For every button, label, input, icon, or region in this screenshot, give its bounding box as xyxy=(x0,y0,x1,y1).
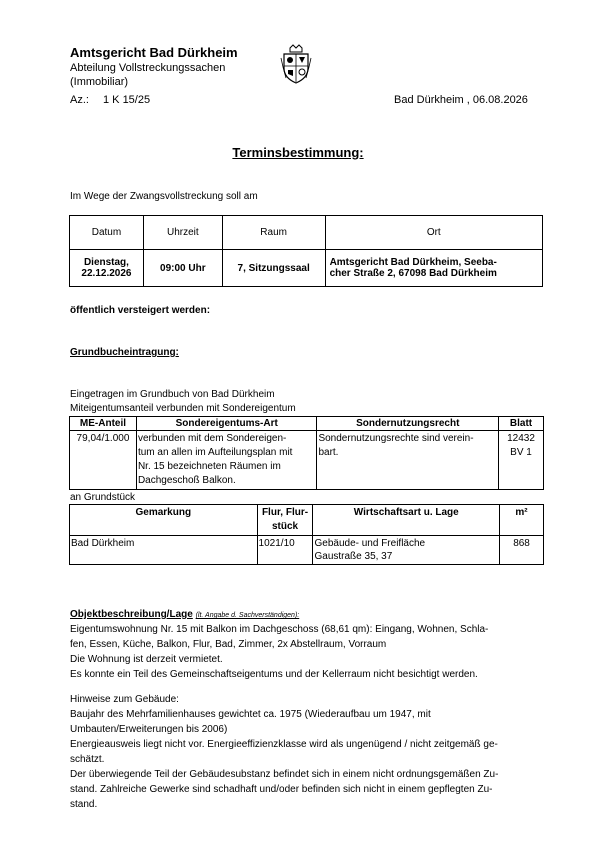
building-line: stand. Zahlreiche Gewerke sind schadhaft und/oder befinden sich nicht in einem gepflegten Zu- xyxy=(70,784,493,795)
header-place: Ort xyxy=(325,216,542,250)
object-description xyxy=(70,622,540,682)
building-line: Hinweise zum Gebäude: xyxy=(70,694,179,705)
plot-intro: an Grundstück xyxy=(70,492,136,503)
object-line: Eigentumswohnung Nr. 15 mit Balkon im Dachgeschoss (68,61 qm): Eingang, Wohnen, Schla- xyxy=(70,624,489,635)
usage-right: Sondernutzungsrechte sind verein- bart. xyxy=(317,431,499,490)
building-line: Baujahr des Mehrfamilienhauses gewichtet ca. 1975 (Wiederaufbau um 1947, mit xyxy=(70,709,431,720)
court-name: Amtsgericht Bad Dürkheim xyxy=(70,45,238,60)
department-sub: (Immobiliar) xyxy=(70,76,129,88)
object-line: Es konnte ein Teil des Gemeinschaftseigentums und der Kellerraum nicht besichtigt werden. xyxy=(70,669,478,680)
object-heading: Objektbeschreibung/Lage xyxy=(70,609,193,620)
ownership-type: verbunden mit dem Sondereigen- tum an allen im Aufteilungsplan mit Nr. 15 bezeichneten Räumen im Dachgeschoß Balkon. xyxy=(136,431,317,490)
object-line: fen, Essen, Küche, Balkon, Flur, Bad, Zimmer, 2x Abstellraum, Vorraum xyxy=(70,639,387,650)
building-line: Umbauten/Erweiterungen bis 2006) xyxy=(70,724,228,735)
coat-of-arms-icon xyxy=(280,44,312,84)
plot-table xyxy=(69,504,544,565)
appointment-time: 09:00 Uhr xyxy=(143,250,222,287)
page-title: Terminsbestimmung: xyxy=(232,145,364,160)
plot-gemarkung: Bad Dürkheim xyxy=(70,536,258,565)
object-heading-row xyxy=(70,607,540,623)
object-line: Die Wohnung ist derzeit vermietet. xyxy=(70,654,223,665)
building-line: Energieausweis liegt nicht vor. Energieeffizienzklasse wird als ungenügend / nicht zeitgemäß ge- xyxy=(70,739,498,750)
header-share: ME-Anteil xyxy=(70,417,137,431)
building-line: Der überwiegende Teil der Gebäudesubstanz befindet sich in einem nicht ordnungsgemäßen Zu- xyxy=(70,769,499,780)
header-time: Uhrzeit xyxy=(143,216,222,250)
ownership-share: 79,04/1.000 xyxy=(70,431,137,490)
plot-area: 868 xyxy=(500,536,544,565)
place-date: Bad Dürkheim , 06.08.2026 xyxy=(394,94,528,106)
case-number-label: Az.: xyxy=(70,94,89,106)
sheet-number: 12432 BV 1 xyxy=(499,431,544,490)
plot-flur: 1021/10 xyxy=(257,536,313,565)
registered-line-2: Miteigentumsanteil verbunden mit Sondereigentum xyxy=(70,403,296,414)
building-line: stand. xyxy=(70,799,98,810)
header-flur: Flur, Flur- stück xyxy=(257,505,313,536)
registered-line-1: Eingetragen im Grundbuch von Bad Dürkheim xyxy=(70,389,275,400)
object-heading-note: (lt. Angabe d. Sachverständigen): xyxy=(195,612,300,619)
building-notes xyxy=(70,692,540,812)
appointment-date: Dienstag, 22.12.2026 xyxy=(70,250,144,287)
header-date: Datum xyxy=(70,216,144,250)
header-area: m² xyxy=(500,505,544,536)
land-register-heading: Grundbucheintragung: xyxy=(70,347,179,358)
ownership-table xyxy=(69,416,544,490)
header-usage: Wirtschaftsart u. Lage xyxy=(313,505,500,536)
header-room: Raum xyxy=(222,216,325,250)
appointment-room: 7, Sitzungssaal xyxy=(222,250,325,287)
building-line: schätzt. xyxy=(70,754,105,765)
header-usage-right: Sondernutzungsrecht xyxy=(317,417,499,431)
header-ownership-type: Sondereigentums-Art xyxy=(136,417,317,431)
header-gemarkung: Gemarkung xyxy=(70,505,258,536)
case-number: 1 K 15/25 xyxy=(103,94,151,106)
appointment-place: Amtsgericht Bad Dürkheim, Seeba- cher Straße 2, 67098 Bad Dürkheim xyxy=(325,250,542,287)
header-sheet: Blatt xyxy=(499,417,544,431)
department: Abteilung Vollstreckungssachen xyxy=(70,62,226,74)
appointment-table xyxy=(69,215,543,287)
intro-text: Im Wege der Zwangsvollstreckung soll am xyxy=(70,191,258,202)
auction-text: öffentlich versteigert werden: xyxy=(70,305,211,316)
plot-usage: Gebäude- und Freifläche Gaustraße 35, 37 xyxy=(313,536,500,565)
